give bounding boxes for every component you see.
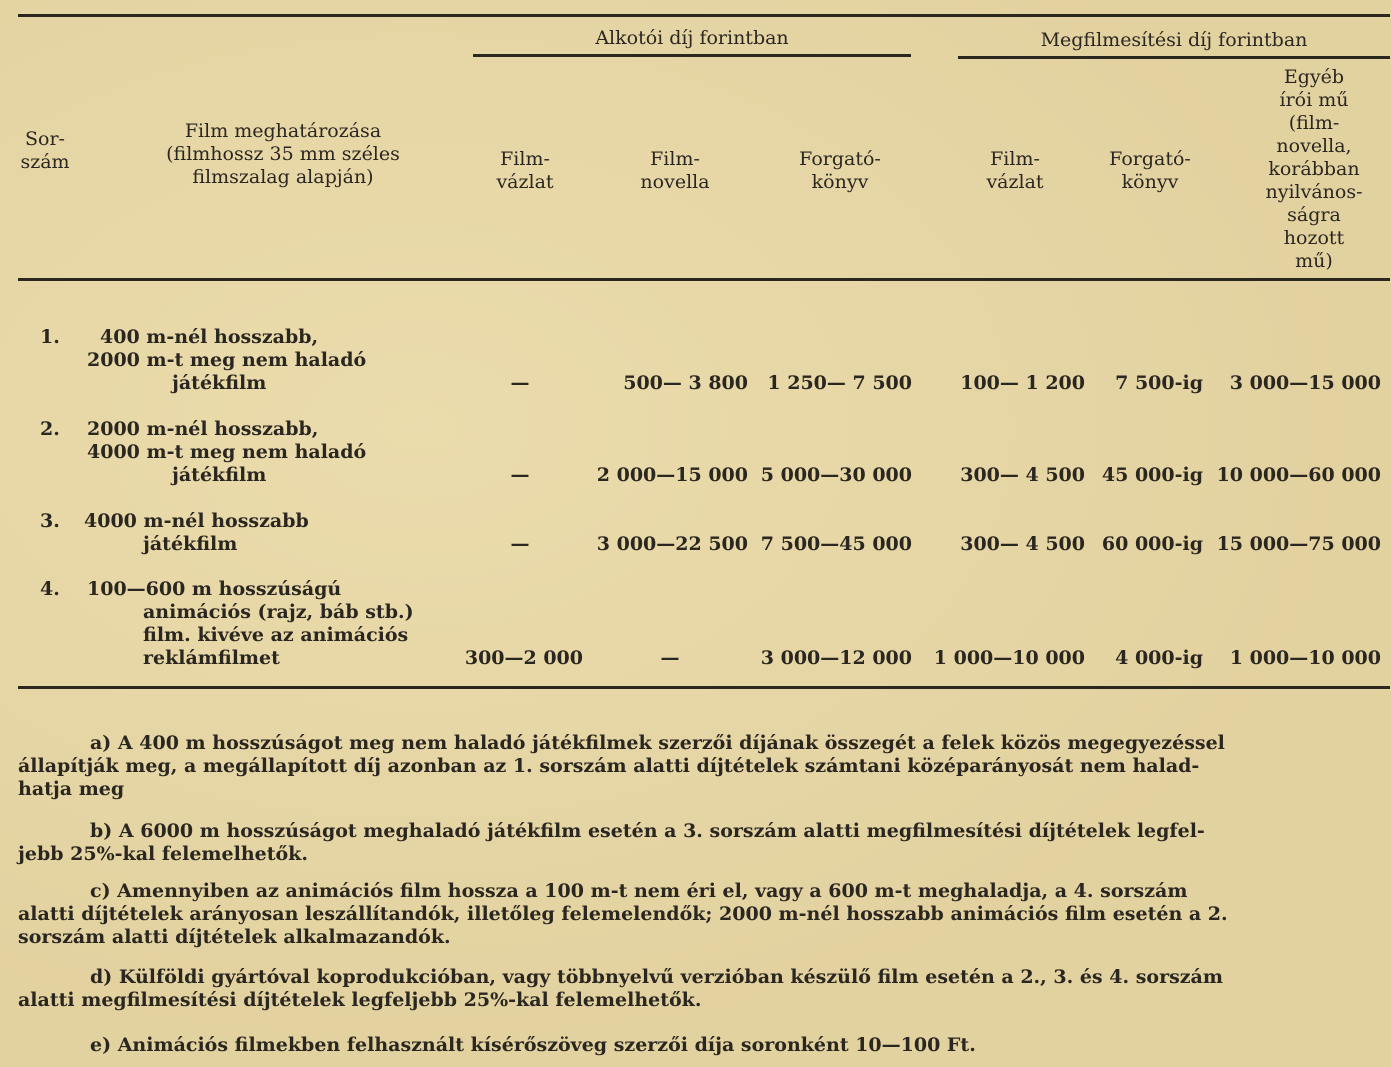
note-line: a) A 400 m hosszúságot meg nem haladó játékfilmek szerzői díjának összegét a felek közös megegyezéssel xyxy=(90,732,1225,754)
note-c xyxy=(18,880,1350,949)
col-header-line: (filmhossz 35 mm széles xyxy=(166,143,400,165)
cell-egyeb: 1 000—10 000 xyxy=(1229,647,1381,669)
col-header-line: novella, xyxy=(1276,135,1352,157)
note-line: b) A 6000 m hosszúságot meghaladó játékfilm esetén a 3. sorszám alatti megfilmesítési díjtételek legfel- xyxy=(90,820,1205,842)
col-header-line: nyilvános- xyxy=(1265,181,1363,203)
note-line: d) Külföldi gyártóval koprodukcióban, vagy többnyelvű verzióban készülő film esetén a 2., 3. és 4. sorszám xyxy=(90,966,1223,988)
cell-m-forgatokonyv: 45 000-ig xyxy=(1101,464,1203,486)
col-header-line: (film- xyxy=(1288,112,1340,134)
col-header-line: vázlat xyxy=(496,171,554,193)
note-line: alatti díjtételek arányosan leszállítandók, illetőleg felemelendők; 2000 m-nél hosszabb animációs film esetén a 2. xyxy=(18,903,1228,925)
row-desc-line: film. kivéve az animációs xyxy=(143,624,409,646)
row-desc-line: 100—600 m hosszúságú xyxy=(87,578,342,600)
col-header-line: Film meghatározása xyxy=(184,120,382,142)
col-header-line: korábban xyxy=(1268,158,1360,180)
col-header-forgatokonyv xyxy=(770,148,910,194)
col-header-line: Film- xyxy=(650,148,700,170)
col-header-line: könyv xyxy=(1121,171,1179,193)
cell-filmnovella: 2 000—15 000 xyxy=(596,464,748,486)
col-header-line: szám xyxy=(20,151,70,173)
alkotoi-group-rule xyxy=(473,54,911,57)
cell-filmnovella: — xyxy=(660,647,680,669)
row-desc-line: 4000 m-t meg nem haladó xyxy=(87,441,367,463)
col-header-m-filmvazlat xyxy=(955,148,1075,194)
cell-filmnovella: 500— 3 800 xyxy=(623,372,748,394)
col-header-line: Sor- xyxy=(25,128,65,150)
cell-egyeb: 15 000—75 000 xyxy=(1216,533,1381,555)
cell-m-forgatokonyv: 4 000-ig xyxy=(1115,647,1203,669)
col-header-sorszam xyxy=(10,128,80,174)
note-line: hatja meg xyxy=(18,778,125,800)
table-bottom-rule xyxy=(18,686,1390,689)
row-desc-line: reklámfilmet xyxy=(143,647,280,669)
cell-filmnovella: 3 000—22 500 xyxy=(596,533,748,555)
cell-forgatokonyv: 1 250— 7 500 xyxy=(767,372,912,394)
note-line: sorszám alatti díjtételek alkalmazandók. xyxy=(18,926,451,948)
header-bottom-rule xyxy=(18,278,1390,281)
row-number: 2. xyxy=(40,418,60,440)
col-header-line: Film- xyxy=(990,148,1040,170)
cell-filmvazlat: — xyxy=(510,464,530,486)
cell-m-filmvazlat: 300— 4 500 xyxy=(960,464,1085,486)
col-header-line: vázlat xyxy=(986,171,1044,193)
col-header-line: novella xyxy=(640,171,710,193)
note-b xyxy=(18,820,1350,866)
cell-m-forgatokonyv: 7 500-ig xyxy=(1115,372,1203,394)
cell-forgatokonyv: 5 000—30 000 xyxy=(760,464,912,486)
cell-m-filmvazlat: 300— 4 500 xyxy=(960,533,1085,555)
col-header-line: hozott xyxy=(1283,227,1345,249)
row-desc-line: játékfilm xyxy=(172,464,267,486)
col-header-filmvazlat xyxy=(470,148,580,194)
top-rule xyxy=(18,14,1390,17)
cell-filmvazlat: — xyxy=(510,372,530,394)
cell-forgatokonyv: 7 500—45 000 xyxy=(760,533,912,555)
cell-m-filmvazlat: 100— 1 200 xyxy=(960,372,1085,394)
row-number: 4. xyxy=(40,578,60,600)
col-header-m-forgatokonyv xyxy=(1090,148,1210,194)
row-desc-line: 2000 m-t meg nem haladó xyxy=(87,349,367,371)
col-header-line: Forgató- xyxy=(799,148,881,170)
note-line: jebb 25%-kal felemelhetők. xyxy=(18,843,308,865)
row-desc-line: játékfilm xyxy=(172,372,267,394)
cell-filmvazlat: — xyxy=(510,533,530,555)
row-desc-line: játékfilm xyxy=(143,533,238,555)
cell-egyeb: 10 000—60 000 xyxy=(1216,464,1381,486)
group-alkotoi-dij: Alkotói díj forintban xyxy=(595,27,789,49)
row-number: 1. xyxy=(40,326,60,348)
cell-m-filmvazlat: 1 000—10 000 xyxy=(933,647,1085,669)
row-desc-line: 4000 m-nél hosszabb xyxy=(84,510,309,532)
col-header-egyeb xyxy=(1240,66,1388,273)
col-header-line: Film- xyxy=(500,148,550,170)
cell-filmvazlat: 300—2 000 xyxy=(464,647,583,669)
note-line: c) Amennyiben az animációs film hossza a 100 m-t nem éri el, vagy a 600 m-t meghaladja, a 4. sorszám xyxy=(90,880,1188,902)
note-line: e) Animációs filmekben felhasznált kísérőszöveg szerzői díja soronként 10—100 Ft. xyxy=(90,1034,976,1056)
note-a xyxy=(18,732,1350,801)
note-line: állapítják meg, a megállapított díj azonban az 1. sorszám alatti díjtételek számtani középarányosát nem halad- xyxy=(18,755,1200,777)
col-header-line: Egyéb xyxy=(1283,66,1345,88)
cell-m-forgatokonyv: 60 000-ig xyxy=(1101,533,1203,555)
col-header-line: ságra xyxy=(1287,204,1341,226)
megfilm-group-rule xyxy=(958,56,1390,59)
row-desc-line: animációs (rajz, báb stb.) xyxy=(143,601,414,623)
note-d xyxy=(18,966,1350,1012)
col-header-line: könyv xyxy=(811,171,869,193)
note-e xyxy=(18,1034,1350,1057)
col-header-line: Forgató- xyxy=(1109,148,1191,170)
row-number: 3. xyxy=(40,510,60,532)
col-header-film xyxy=(128,120,438,189)
col-header-line: filmszalag alapján) xyxy=(192,166,374,188)
group-megfilmesitesi-dij: Megfilmesítési díj forintban xyxy=(1040,29,1308,51)
cell-egyeb: 3 000—15 000 xyxy=(1229,372,1381,394)
col-header-filmnovella xyxy=(610,148,740,194)
row-desc-line: 2000 m-nél hosszabb, xyxy=(87,418,319,440)
col-header-line: írói mű xyxy=(1279,89,1349,111)
col-header-line: mű) xyxy=(1295,250,1333,272)
row-desc-line: 400 m-nél hosszabb, xyxy=(100,326,319,348)
note-line: alatti megfilmesítési díjtételek legfeljebb 25%-kal felemelhetők. xyxy=(18,989,702,1011)
cell-forgatokonyv: 3 000—12 000 xyxy=(760,647,912,669)
